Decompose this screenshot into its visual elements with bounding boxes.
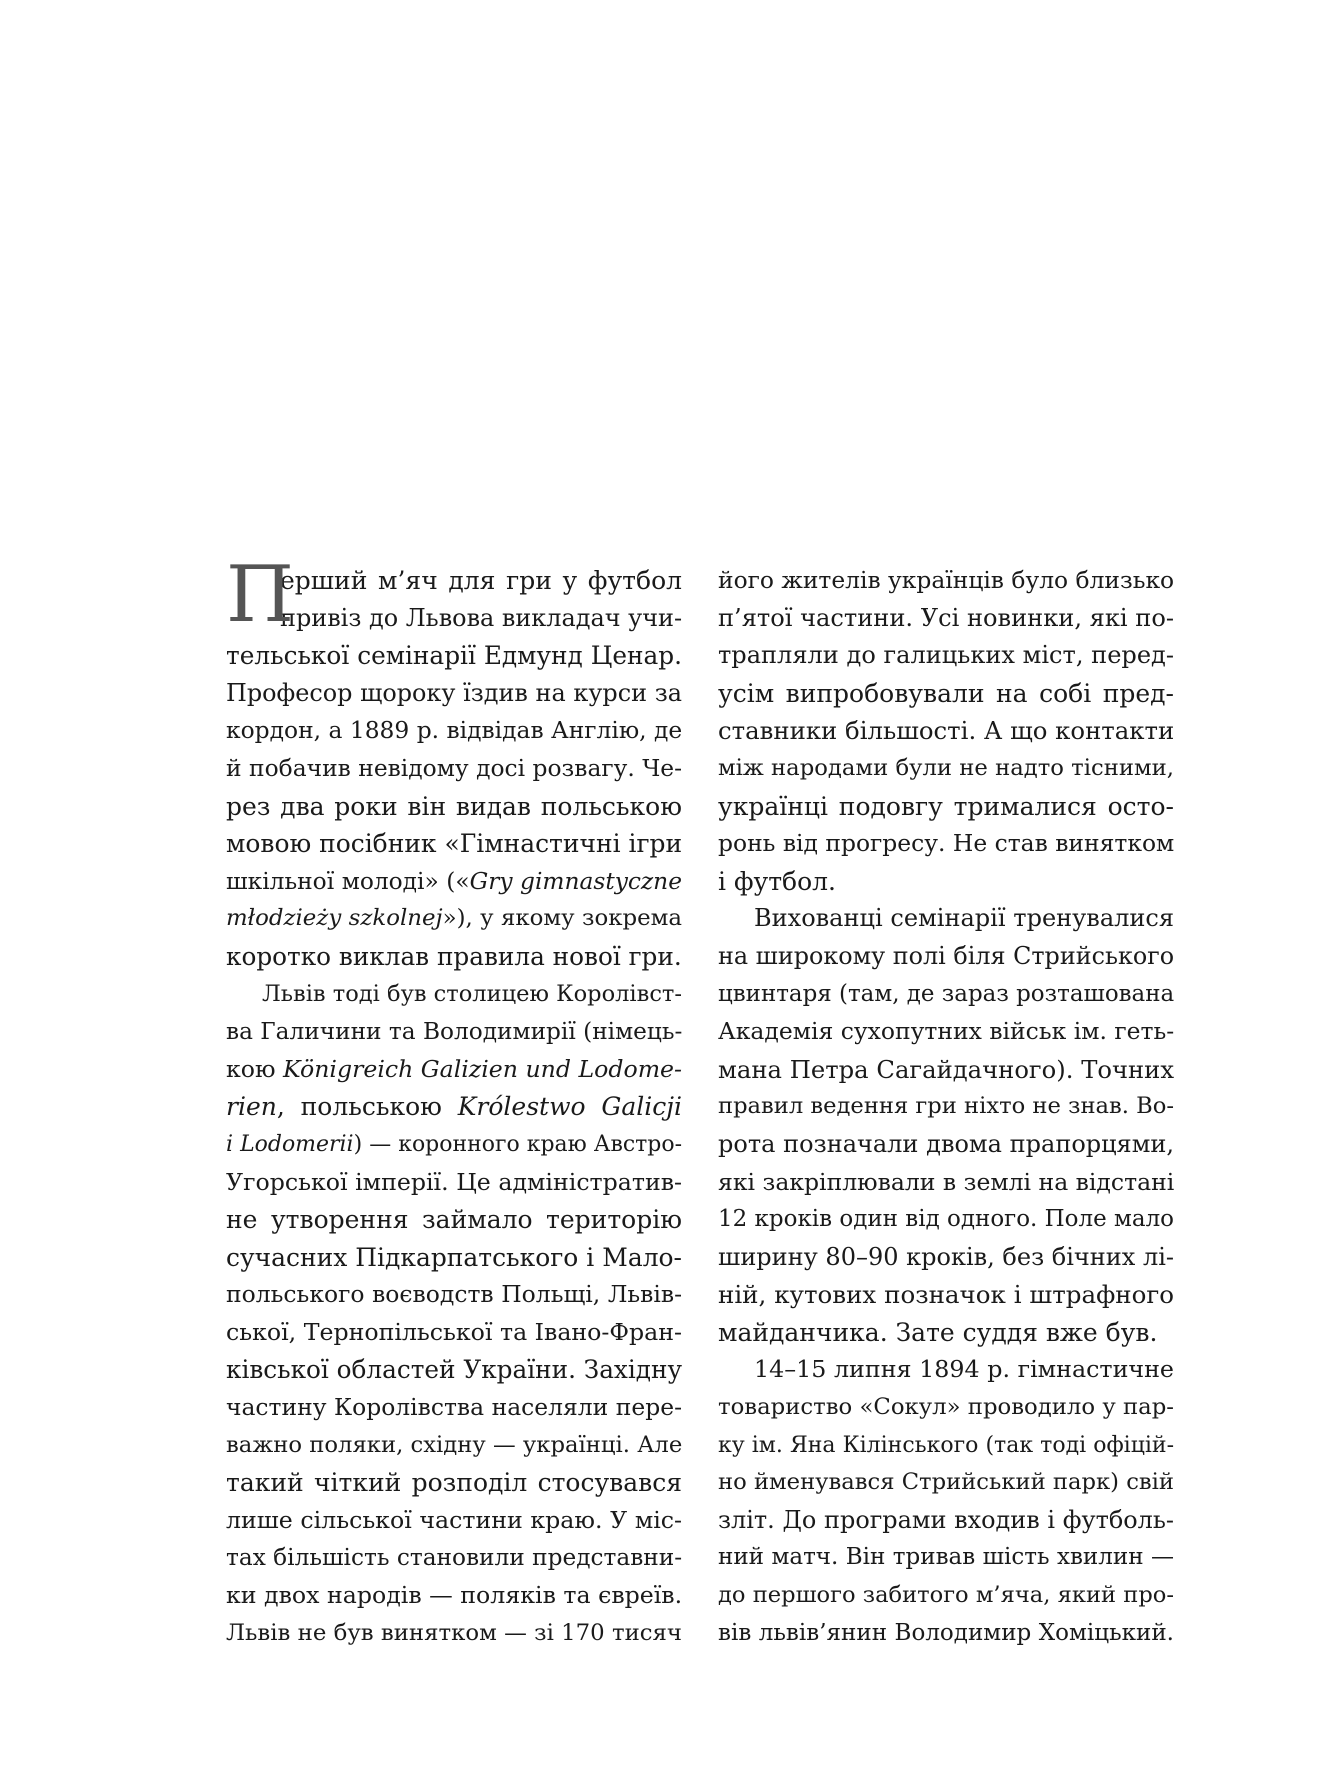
text-line bbox=[226, 1051, 682, 1089]
text-line bbox=[226, 712, 682, 750]
text-segment: товариство «Сокул» проводило у пар- bbox=[718, 1394, 1174, 1421]
text-line bbox=[718, 1502, 1174, 1540]
text-segment: »), у якому зокрема bbox=[442, 905, 683, 932]
text-segment: й побачив невідому досі розвагу. Че- bbox=[226, 753, 682, 782]
text-line bbox=[718, 1201, 1174, 1239]
text-line bbox=[226, 1276, 682, 1314]
drop-cap: П bbox=[226, 550, 295, 640]
text-line bbox=[226, 938, 682, 976]
text-segment: зліт. До програми входив і футболь- bbox=[718, 1505, 1174, 1534]
text-column-right bbox=[718, 562, 1174, 1652]
italic-text-segment: Königreich Galizien und Lodome- bbox=[283, 1054, 682, 1083]
text-line bbox=[226, 1577, 682, 1615]
italic-text-segment: rien bbox=[226, 1092, 277, 1122]
text-line bbox=[226, 1013, 682, 1051]
text-line bbox=[718, 863, 1174, 901]
italic-text-segment: młodzieży szkolnej bbox=[226, 905, 443, 932]
text-line bbox=[226, 637, 682, 675]
text-line bbox=[226, 1351, 682, 1389]
text-segment: п’ятої частини. Усі новинки, які по- bbox=[718, 603, 1175, 632]
text-segment: ний матч. Він тривав шість хвилин — bbox=[718, 1544, 1174, 1571]
text-segment: правил ведення гри ніхто не знав. Во- bbox=[718, 1093, 1174, 1120]
text-line bbox=[718, 562, 1174, 600]
text-segment: коротко виклав правила нової гри. bbox=[226, 941, 682, 971]
italic-text-segment: i Lodomerii bbox=[226, 1131, 354, 1157]
text-line bbox=[718, 750, 1174, 788]
text-line bbox=[226, 1239, 682, 1277]
text-segment: Львів тоді був столицею Королівст- bbox=[262, 980, 682, 1007]
text-segment: 12 кроків один від одного. Поле мало bbox=[718, 1206, 1174, 1233]
text-line bbox=[718, 1088, 1174, 1126]
text-line bbox=[226, 1201, 682, 1239]
text-segment: рота позначали двома прапорцями, bbox=[718, 1129, 1174, 1158]
text-column-left bbox=[226, 550, 683, 1652]
text-line bbox=[718, 1539, 1174, 1577]
text-line bbox=[718, 1464, 1174, 1502]
text-segment: рез два роки він видав польською bbox=[226, 791, 682, 821]
text-line bbox=[226, 976, 682, 1014]
text-line bbox=[718, 900, 1174, 938]
text-segment: не утворення займало територію bbox=[226, 1205, 682, 1235]
text-segment: Угорської імперії. Це адміністратив- bbox=[226, 1167, 682, 1196]
text-line bbox=[226, 600, 682, 638]
text-segment: майданчика. Зате суддя вже був. bbox=[718, 1317, 1158, 1347]
text-segment: ставники більшості. А що контакти bbox=[718, 716, 1175, 746]
text-segment: сучасних Підкарпатського і Мало- bbox=[226, 1242, 682, 1272]
text-line bbox=[226, 1464, 682, 1502]
text-segment: ківської областей України. Західну bbox=[226, 1355, 683, 1385]
text-segment: Професор щороку їздив на курси за bbox=[226, 678, 682, 707]
text-segment: трапляли до галицьких міст, перед- bbox=[718, 641, 1174, 670]
text-line bbox=[718, 1276, 1174, 1314]
text-line bbox=[718, 976, 1174, 1014]
text-segment: усім випробовували на собі пред- bbox=[718, 678, 1174, 708]
text-line bbox=[226, 1126, 682, 1164]
text-line bbox=[226, 1502, 682, 1540]
text-segment: Вихованці семінарії тренувалися bbox=[754, 904, 1174, 933]
text-line bbox=[226, 825, 682, 863]
text-line bbox=[226, 1164, 682, 1202]
text-line bbox=[226, 1088, 682, 1126]
text-segment: до першого забитого м’яча, який про- bbox=[718, 1582, 1174, 1609]
text-segment: його жителів українців було близько bbox=[718, 566, 1175, 594]
text-line bbox=[718, 788, 1174, 826]
text-segment: ширину 80–90 кроків, без бічних лі- bbox=[718, 1242, 1174, 1271]
text-segment: ва Галичини та Володимирії (німець- bbox=[226, 1018, 683, 1046]
text-segment: тельської семінарії Едмунд Ценар. bbox=[226, 641, 682, 671]
text-segment: такий чіткий розподіл стосувався bbox=[226, 1468, 682, 1498]
text-line bbox=[718, 1013, 1174, 1051]
text-line bbox=[718, 825, 1174, 863]
text-line bbox=[718, 637, 1174, 675]
text-line bbox=[718, 1051, 1174, 1089]
text-line bbox=[226, 675, 682, 713]
text-line bbox=[226, 863, 682, 901]
text-segment: цвинтаря (там, де зараз розташована bbox=[718, 980, 1175, 1007]
text-segment: мовою посібник «Гімнастичні ігри bbox=[226, 829, 683, 859]
text-segment: 14–15 липня 1894 р. гімнастичне bbox=[754, 1355, 1174, 1384]
text-segment: ронь від прогресу. Не став винятком bbox=[718, 829, 1175, 858]
text-line bbox=[226, 900, 682, 938]
text-line bbox=[226, 1615, 682, 1653]
text-line bbox=[718, 1427, 1174, 1465]
text-segment: які закріплювали в землі на відстані bbox=[718, 1167, 1175, 1196]
text-segment: ) — коронного краю Австро- bbox=[353, 1131, 682, 1157]
italic-text-segment: Królestwo Galicji bbox=[457, 1092, 683, 1122]
text-line bbox=[226, 1427, 682, 1465]
text-segment: польського воєводств Польщі, Львів- bbox=[226, 1280, 682, 1309]
text-line bbox=[226, 750, 682, 788]
text-line bbox=[226, 1539, 682, 1577]
text-line bbox=[718, 1314, 1174, 1352]
text-segment: ній, кутових позначок і штрафного bbox=[718, 1280, 1174, 1310]
text-line bbox=[718, 675, 1174, 713]
text-segment: кою bbox=[226, 1054, 284, 1083]
text-segment: ку ім. Яна Кілінського (так тоді офіцій- bbox=[718, 1432, 1174, 1458]
text-line bbox=[718, 938, 1174, 976]
italic-text-segment: Gry gimnastyczne bbox=[469, 867, 682, 895]
text-line bbox=[718, 600, 1174, 638]
text-line bbox=[718, 1389, 1174, 1427]
text-line bbox=[226, 788, 682, 826]
text-segment: ерший м’яч для гри у футбол bbox=[280, 566, 682, 595]
text-segment: частину Королівства населяли пере- bbox=[226, 1393, 682, 1422]
text-segment: важно поляки, східну — українці. Але bbox=[226, 1431, 683, 1458]
text-segment: но йменувався Стрийський парк) свій bbox=[718, 1469, 1174, 1496]
text-line bbox=[718, 1577, 1174, 1615]
text-line bbox=[718, 1126, 1174, 1164]
text-segment: лише сільської частини краю. У міс- bbox=[226, 1505, 682, 1534]
text-segment: між народами були не надто тісними, bbox=[718, 754, 1174, 781]
text-line bbox=[226, 1314, 682, 1352]
text-segment: Львів не був винятком — зі 170 тисяч bbox=[226, 1619, 682, 1646]
text-segment: кордон, а 1889 р. відвідав Англію, де bbox=[226, 716, 683, 745]
text-line bbox=[226, 562, 682, 600]
text-line bbox=[226, 1389, 682, 1427]
text-line bbox=[718, 1164, 1174, 1202]
text-segment: шкільної молоді» (« bbox=[226, 867, 470, 895]
text-line bbox=[718, 1615, 1174, 1653]
text-segment: тах більшість становили представни- bbox=[226, 1544, 683, 1572]
text-line bbox=[718, 1351, 1174, 1389]
text-segment: і футбол. bbox=[718, 866, 836, 896]
text-segment: на широкому полі біля Стрийського bbox=[718, 941, 1175, 970]
text-segment: Академія сухопутних військ ім. геть- bbox=[718, 1017, 1175, 1046]
text-line bbox=[718, 1239, 1174, 1277]
text-segment: ки двох народів — поляків та євреїв. bbox=[226, 1581, 683, 1610]
text-segment: мана Петра Сагайдачного). Точних bbox=[718, 1054, 1174, 1084]
text-segment: ської, Тернопільської та Івано-Фран- bbox=[226, 1317, 682, 1346]
text-segment: українці подовгу трималися осто- bbox=[718, 791, 1174, 821]
text-line bbox=[718, 712, 1174, 750]
text-segment: привіз до Львова викладач учи- bbox=[280, 603, 683, 632]
text-segment: вів львів’янин Володимир Хоміцький. bbox=[718, 1619, 1174, 1646]
text-segment: , польською bbox=[276, 1092, 458, 1122]
